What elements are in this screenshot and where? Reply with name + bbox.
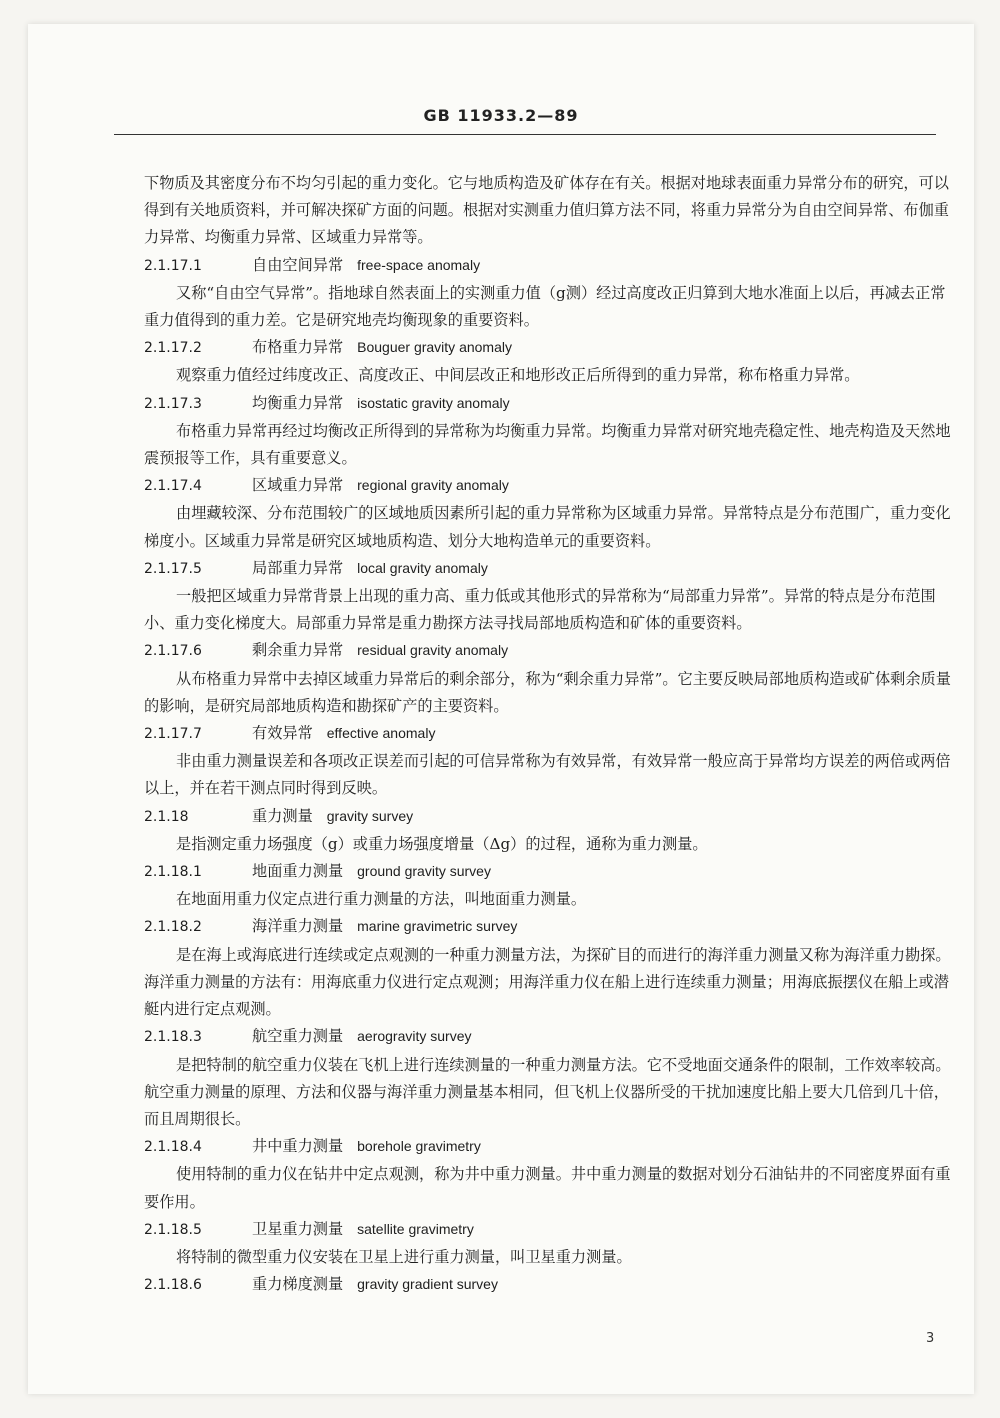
page-number: 3	[926, 1331, 935, 1346]
term-definition: 非由重力测量误差和各项改正误差而引起的可信异常称为有效异常，有效异常一般应高于异常均方误差的两倍或两倍以上，并在若干测点同时得到反映。	[144, 752, 951, 798]
term-english: isostatic gravity anomaly	[357, 394, 510, 411]
term-heading	[144, 637, 952, 665]
term-definition: 从布格重力异常中去掉区域重力异常后的剩余部分，称为“剩余重力异常”。它主要反映局部地质构造或矿体剩余质量的影响，是研究局部地质构造和勘探矿产的主要资料。	[144, 669, 951, 715]
term-english: residual gravity anomaly	[357, 642, 509, 659]
term-definition: 是把特制的航空重力仪装在飞机上进行连续测量的一种重力测量方法。它不受地面交通条件的限制，工作效率较高。航空重力测量的原理、方法和仪器与海洋重力测量基本相同，但飞机上仪器所受的干扰加速度比船上要大几倍到几十倍，而且周期很长。	[144, 1055, 951, 1128]
document-page	[28, 24, 974, 1394]
term-heading	[144, 1023, 952, 1051]
term-chinese: 重力测量	[252, 806, 313, 825]
term-chinese: 航空重力测量	[252, 1027, 344, 1046]
term-definition: 布格重力异常再经过均衡改正所得到的异常称为均衡重力异常。均衡重力异常对研究地壳稳定性、地壳构造及天然地震预报等工作，具有重要意义。	[144, 421, 951, 468]
header-rule	[114, 134, 936, 135]
term-number: 2.1.17.4	[144, 478, 202, 495]
page-header: GB 11933.2—89	[423, 106, 579, 125]
term-heading	[144, 555, 952, 583]
term-chinese: 卫星重力测量	[252, 1219, 344, 1238]
term-definition: 由埋藏较深、分布范围较广的区域地质因素所引起的重力异常称为区域重力异常。异常特点是分布范围广，重力变化梯度小。区域重力异常是研究区域地质构造、划分大地构造单元的重要资料。	[144, 504, 951, 550]
term-heading	[144, 1271, 952, 1299]
term-heading	[144, 913, 952, 941]
term-chinese: 区域重力异常	[252, 476, 344, 495]
term-english: local gravity anomaly	[357, 559, 488, 576]
term-definition: 在地面用重力仪定点进行重力测量的方法，叫地面重力测量。	[176, 890, 587, 909]
term-heading	[144, 803, 952, 831]
term-chinese: 地面重力测量	[252, 862, 344, 881]
term-english: free-space anomaly	[357, 256, 481, 273]
term-definition: 观察重力值经过纬度改正、高度改正、中间层改正和地形改正后所得到的重力异常，称布格重力异常。	[176, 366, 860, 385]
term-heading	[144, 1216, 952, 1244]
term-english: ground gravity survey	[357, 863, 491, 880]
term-chinese: 均衡重力异常	[252, 393, 344, 412]
term-chinese: 布格重力异常	[252, 338, 344, 357]
term-definition: 一般把区域重力异常背景上出现的重力高、重力低或其他形式的异常称为“局部重力异常”。异常的特点是分布范围小、重力变化梯度大。局部重力异常是重力勘探方法寻找局部地质构造和矿体的重要资料。	[144, 587, 936, 633]
term-entries	[144, 252, 952, 1300]
term-english: effective anomaly	[326, 725, 436, 742]
term-english: satellite gravimetry	[357, 1220, 474, 1237]
term-definition: 是在海上或海底进行连续或定点观测的一种重力测量方法，为探矿目的而进行的海洋重力测量又称为海洋重力勘探。海洋重力测量的方法有：用海底重力仪进行定点观测；用海洋重力仪在船上进行连续重力测量；用海底振摆仪在船上或潜艇内进行定点观测。	[144, 945, 951, 1019]
term-number: 2.1.17.3	[144, 395, 202, 412]
term-english: gravity gradient survey	[357, 1276, 498, 1293]
term-english: marine gravimetric survey	[357, 918, 518, 935]
term-english: regional gravity anomaly	[357, 477, 509, 494]
term-definition: 是指测定重力场强度（g）或重力场强度增量（Δg）的过程，通称为重力测量。	[176, 834, 708, 853]
term-english: gravity survey	[326, 807, 414, 824]
term-chinese: 剩余重力异常	[252, 641, 344, 660]
term-definition: 使用特制的重力仪在钻井中定点观测，称为井中重力测量。井中重力测量的数据对划分石油钻井的不同密度界面有重要作用。	[144, 1165, 951, 1211]
term-english: Bouguer gravity anomaly	[357, 339, 512, 356]
term-chinese: 重力梯度测量	[252, 1275, 344, 1294]
term-number: 2.1.17.2	[144, 340, 202, 357]
term-number: 2.1.18.2	[144, 919, 202, 936]
term-chinese: 局部重力异常	[252, 558, 344, 577]
term-number: 2.1.17.7	[144, 726, 202, 743]
term-heading	[144, 858, 952, 886]
term-chinese: 有效异常	[252, 724, 313, 743]
term-number: 2.1.18.5	[144, 1221, 202, 1238]
term-heading	[144, 390, 952, 418]
term-number: 2.1.17.5	[144, 560, 202, 577]
term-heading	[144, 720, 952, 748]
term-number: 2.1.18.4	[144, 1139, 202, 1156]
term-chinese: 海洋重力测量	[252, 917, 344, 936]
term-heading	[144, 252, 952, 280]
term-chinese: 自由空间异常	[252, 255, 344, 274]
term-english: aerogravity survey	[357, 1028, 472, 1045]
term-number: 2.1.18.6	[144, 1277, 202, 1294]
term-number: 2.1.17.6	[144, 643, 202, 660]
term-number: 2.1.17.1	[144, 257, 202, 274]
term-heading	[144, 472, 952, 500]
intro-paragraph: 下物质及其密度分布不均匀引起的重力变化。它与地质构造及矿体存在有关。根据对地球表面重力异常分布的研究，可以得到有关地质资料，并可解决探矿方面的问题。根据对实测重力值归算方法不同，将重力异常分为自由空间异常、布伽重力异常、均衡重力异常、区域重力异常等。	[144, 174, 949, 247]
term-english: borehole gravimetry	[357, 1138, 481, 1155]
document-body	[144, 170, 952, 1299]
term-definition: 将特制的微型重力仪安装在卫星上进行重力测量，叫卫星重力测量。	[176, 1247, 632, 1266]
term-heading	[144, 1133, 952, 1161]
term-heading	[144, 334, 952, 362]
term-number: 2.1.18	[144, 808, 189, 825]
term-number: 2.1.18.3	[144, 1029, 202, 1046]
term-chinese: 井中重力测量	[252, 1137, 344, 1156]
term-number: 2.1.18.1	[144, 864, 202, 881]
term-definition: 又称“自由空气异常”。指地球自然表面上的实测重力值（g测）经过高度改正归算到大地水准面上以后，再减去正常重力值得到的重力差。它是研究地壳均衡现象的重要资料。	[144, 283, 946, 330]
